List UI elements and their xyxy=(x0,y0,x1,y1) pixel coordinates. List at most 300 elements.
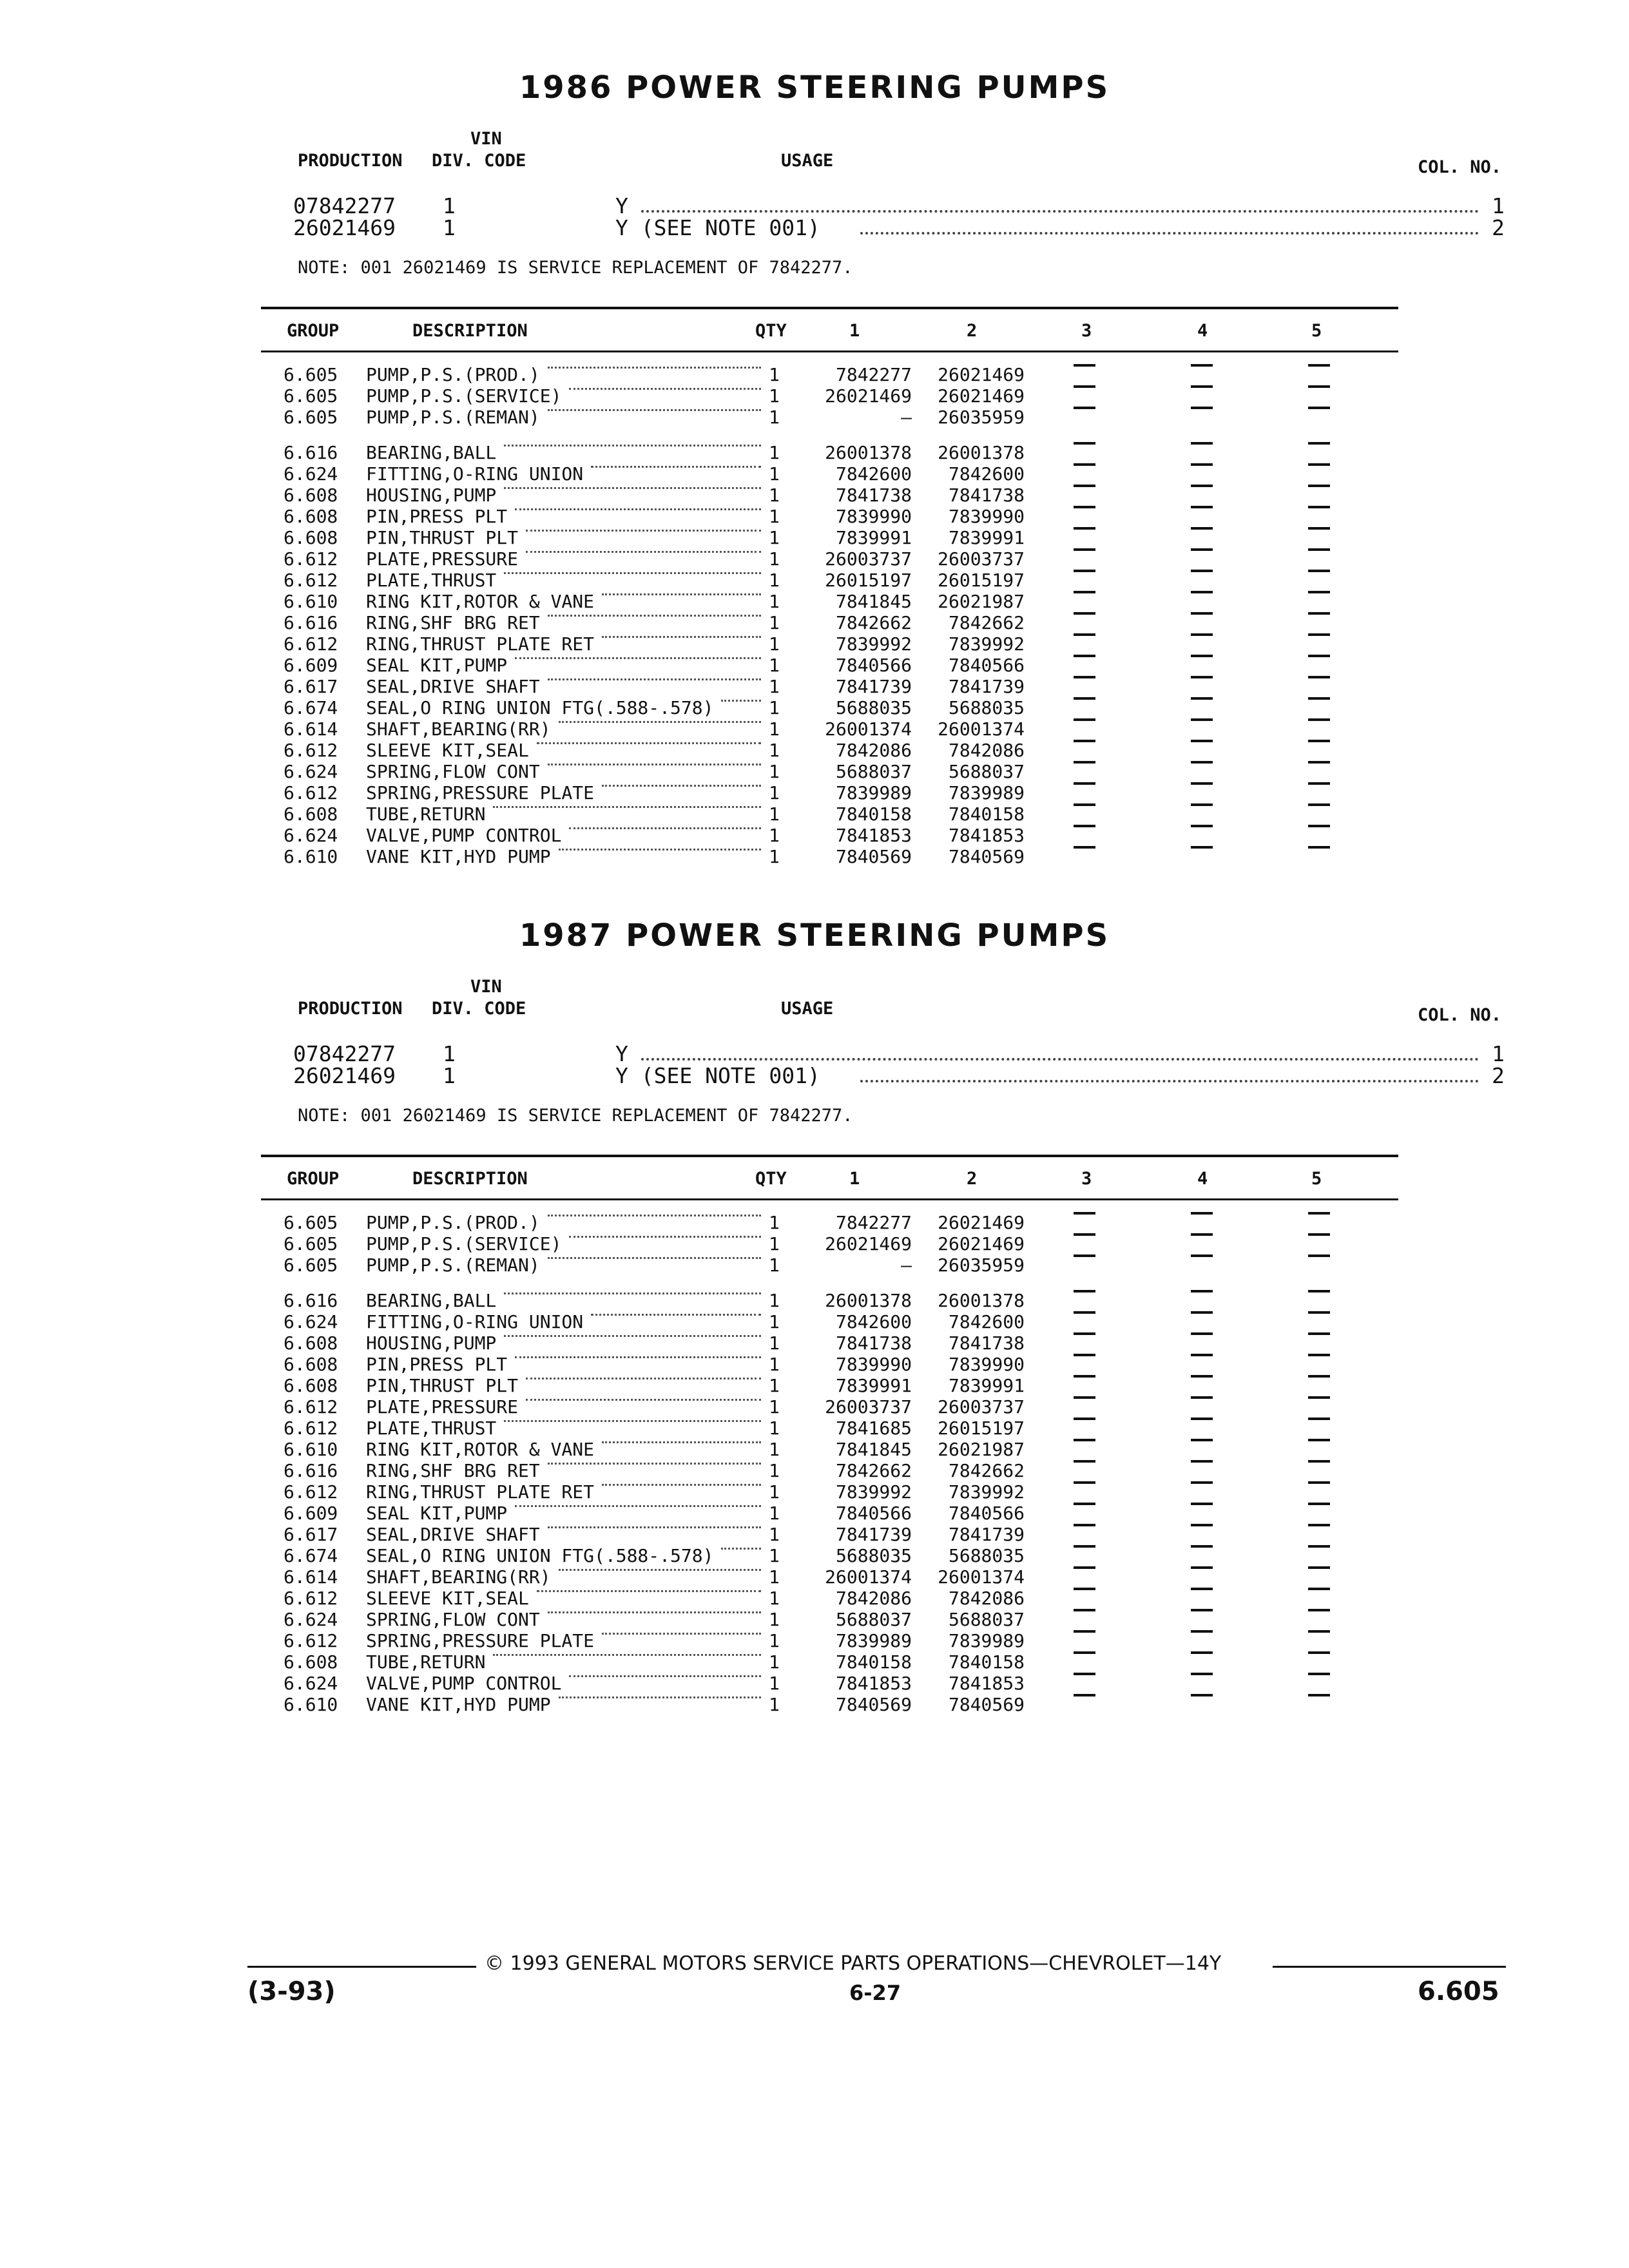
part-leader xyxy=(559,1566,761,1571)
part-col-5-dash xyxy=(1308,1524,1330,1526)
part-description: PIN,THRUST PLT xyxy=(366,1375,519,1396)
part-col-1: 7842277 xyxy=(835,364,912,385)
part-col-4-dash xyxy=(1191,1233,1213,1236)
part-group: 6.610 xyxy=(284,591,338,612)
usage-production: 07842277 xyxy=(293,1041,396,1066)
note-text: NOTE: 001 26021469 IS SERVICE REPLACEMENT OF 7842277. xyxy=(298,258,853,278)
part-group: 6.610 xyxy=(284,846,338,867)
usage-production: 26021469 xyxy=(293,215,396,240)
part-col-2: 7840566 xyxy=(948,1503,1025,1524)
part-col-5-dash xyxy=(1308,485,1330,487)
part-col-3-dash xyxy=(1074,1354,1095,1356)
part-col-1: 7839990 xyxy=(835,1354,912,1375)
part-col-4-dash xyxy=(1191,1332,1213,1335)
part-col-5-dash xyxy=(1308,1588,1330,1590)
usage-row xyxy=(293,1041,1505,1064)
part-qty: 1 xyxy=(769,527,780,548)
table-row xyxy=(0,655,1629,676)
col-header-5: 5 xyxy=(1311,321,1322,341)
part-group: 6.610 xyxy=(284,1439,338,1460)
part-col-3-dash xyxy=(1074,676,1095,678)
part-col-2: 26035959 xyxy=(938,407,1025,428)
part-leader xyxy=(548,1524,761,1528)
part-col-5-dash xyxy=(1308,1290,1330,1293)
table-row xyxy=(0,1481,1629,1503)
table-row xyxy=(0,803,1629,825)
part-col-3-dash xyxy=(1074,1254,1095,1257)
part-qty: 1 xyxy=(769,1354,780,1375)
part-qty: 1 xyxy=(769,1545,780,1566)
part-col-3-dash xyxy=(1074,1566,1095,1569)
part-col-1: 7842600 xyxy=(835,463,912,485)
part-col-4-dash xyxy=(1191,1545,1213,1548)
part-col-5-dash xyxy=(1308,761,1330,764)
part-col-5-dash xyxy=(1308,740,1330,742)
col-header-3: 3 xyxy=(1081,1169,1092,1189)
part-col-2: 7841853 xyxy=(948,825,1025,846)
part-leader xyxy=(504,570,761,574)
part-leader xyxy=(515,506,761,510)
part-qty: 1 xyxy=(769,740,780,761)
part-col-5-dash xyxy=(1308,1212,1330,1215)
part-description: SEAL,DRIVE SHAFT xyxy=(366,676,540,697)
part-col-5-dash xyxy=(1308,591,1330,593)
part-col-3-dash xyxy=(1074,1694,1095,1696)
usage-col: 2 xyxy=(1492,1063,1505,1088)
part-col-5-dash xyxy=(1308,1233,1330,1236)
part-qty: 1 xyxy=(769,1396,780,1418)
part-group: 6.624 xyxy=(284,463,338,485)
part-description: HOUSING,PUMP xyxy=(366,485,497,506)
usage-div: 1 xyxy=(443,193,456,218)
part-group: 6.624 xyxy=(284,761,338,782)
part-col-3-dash xyxy=(1074,1396,1095,1399)
part-col-1: 7841845 xyxy=(835,591,912,612)
part-col-2: 7841738 xyxy=(948,1332,1025,1354)
part-qty: 1 xyxy=(769,846,780,867)
parts-table xyxy=(0,1212,1629,1715)
col-header-2: 2 xyxy=(967,321,978,341)
part-qty: 1 xyxy=(769,1609,780,1630)
part-description: BEARING,BALL xyxy=(366,442,497,463)
part-group: 6.609 xyxy=(284,655,338,676)
part-col-1: 7841739 xyxy=(835,1524,912,1545)
part-col-3-dash xyxy=(1074,1609,1095,1611)
part-col-3-dash xyxy=(1074,1332,1095,1335)
part-description: SEAL,O RING UNION FTG(.588-.578) xyxy=(366,1545,714,1566)
part-leader xyxy=(493,1651,761,1656)
usage-leader xyxy=(641,1054,1479,1061)
part-qty: 1 xyxy=(769,1630,780,1651)
part-col-3-dash xyxy=(1074,633,1095,636)
part-col-4-dash xyxy=(1191,676,1213,678)
part-col-5-dash xyxy=(1308,1481,1330,1484)
part-leader xyxy=(526,527,761,532)
table-header-rule xyxy=(261,351,1398,352)
part-qty: 1 xyxy=(769,1588,780,1609)
usage-leader xyxy=(641,206,1479,213)
part-col-5-dash xyxy=(1308,1673,1330,1675)
part-col-3-dash xyxy=(1074,1651,1095,1654)
part-col-4-dash xyxy=(1191,485,1213,487)
part-col-1: — xyxy=(901,407,912,428)
part-col-4-dash xyxy=(1191,655,1213,657)
part-group: 6.617 xyxy=(284,676,338,697)
part-description: SPRING,FLOW CONT xyxy=(366,761,540,782)
part-description: RING,SHF BRG RET xyxy=(366,1460,540,1481)
part-col-2: 7840158 xyxy=(948,1651,1025,1673)
part-qty: 1 xyxy=(769,506,780,527)
col-no-header: COL. NO. xyxy=(1418,1005,1502,1025)
part-col-2: 26021987 xyxy=(938,1439,1025,1460)
part-col-2: 7839989 xyxy=(948,1630,1025,1651)
part-col-5-dash xyxy=(1308,655,1330,657)
table-row xyxy=(0,1630,1629,1651)
part-qty: 1 xyxy=(769,1233,780,1254)
part-leader xyxy=(721,697,761,702)
part-col-1: 7840158 xyxy=(835,803,912,825)
usage-header: USAGE xyxy=(781,999,834,1019)
table-header-rule xyxy=(261,1198,1398,1200)
part-description: FITTING,O-RING UNION xyxy=(366,1311,584,1332)
part-group: 6.608 xyxy=(284,1332,338,1354)
part-col-2: 7840569 xyxy=(948,846,1025,867)
part-col-4-dash xyxy=(1191,1609,1213,1611)
part-group: 6.624 xyxy=(284,1673,338,1694)
part-col-1: 7839991 xyxy=(835,1375,912,1396)
part-description: SHAFT,BEARING(RR) xyxy=(366,718,551,740)
part-group: 6.605 xyxy=(284,385,338,407)
part-col-3-dash xyxy=(1074,1588,1095,1590)
part-col-4-dash xyxy=(1191,1481,1213,1484)
part-group: 6.614 xyxy=(284,1566,338,1588)
usage-col: 1 xyxy=(1492,1041,1505,1066)
table-row xyxy=(0,1694,1629,1715)
col-header-2: 2 xyxy=(967,1169,978,1189)
part-col-5-dash xyxy=(1308,1460,1330,1463)
usage-row xyxy=(293,1063,1505,1086)
part-col-2: 5688035 xyxy=(948,697,1025,718)
part-description: SHAFT,BEARING(RR) xyxy=(366,1566,551,1588)
part-qty: 1 xyxy=(769,385,780,407)
part-group: 6.674 xyxy=(284,697,338,718)
part-leader xyxy=(548,407,761,411)
usage-text: Y xyxy=(615,193,628,218)
part-description: PUMP,P.S.(SERVICE) xyxy=(366,1233,562,1254)
table-row xyxy=(0,1212,1629,1233)
table-row xyxy=(0,782,1629,803)
col-header-qty: QTY xyxy=(755,1169,787,1189)
part-description: SEAL KIT,PUMP xyxy=(366,655,508,676)
part-col-1: 26001378 xyxy=(825,442,912,463)
part-leader xyxy=(602,782,761,787)
part-group: 6.616 xyxy=(284,612,338,633)
part-col-5-dash xyxy=(1308,803,1330,806)
part-col-4-dash xyxy=(1191,570,1213,572)
table-row xyxy=(0,1290,1629,1311)
usage-row xyxy=(293,193,1505,216)
part-col-2: 26001374 xyxy=(938,718,1025,740)
part-group: 6.616 xyxy=(284,1290,338,1311)
footer-page-number: 6-27 xyxy=(849,1981,901,2005)
part-description: TUBE,RETURN xyxy=(366,1651,486,1673)
part-leader xyxy=(569,825,761,829)
part-col-3-dash xyxy=(1074,1212,1095,1215)
part-col-4-dash xyxy=(1191,612,1213,615)
part-qty: 1 xyxy=(769,407,780,428)
part-col-4-dash xyxy=(1191,1290,1213,1293)
part-col-1: 7841739 xyxy=(835,676,912,697)
table-row xyxy=(0,1609,1629,1630)
part-leader xyxy=(515,1503,761,1507)
part-group: 6.624 xyxy=(284,825,338,846)
part-description: SPRING,PRESSURE PLATE xyxy=(366,782,595,803)
usage-text: Y (SEE NOTE 001) xyxy=(615,215,820,240)
part-col-2: 26021469 xyxy=(938,364,1025,385)
part-col-5-dash xyxy=(1308,1254,1330,1257)
part-leader xyxy=(504,1332,761,1337)
part-col-5-dash xyxy=(1308,1332,1330,1335)
part-leader xyxy=(537,740,761,744)
table-row xyxy=(0,527,1629,548)
part-col-3-dash xyxy=(1074,1418,1095,1420)
part-qty: 1 xyxy=(769,1481,780,1503)
part-col-5-dash xyxy=(1308,1651,1330,1654)
table-row xyxy=(0,740,1629,761)
part-description: VALVE,PUMP CONTROL xyxy=(366,1673,562,1694)
part-col-1: 7841738 xyxy=(835,485,912,506)
part-qty: 1 xyxy=(769,442,780,463)
part-col-1: 7839991 xyxy=(835,527,912,548)
part-group: 6.614 xyxy=(284,718,338,740)
part-col-5-dash xyxy=(1308,825,1330,827)
table-row xyxy=(0,1311,1629,1332)
part-col-3-dash xyxy=(1074,825,1095,827)
vin-header: VIN xyxy=(470,129,502,149)
part-leader xyxy=(602,633,761,638)
part-leader xyxy=(602,1481,761,1486)
part-col-2: 7839992 xyxy=(948,633,1025,655)
part-qty: 1 xyxy=(769,364,780,385)
part-col-2: 7841739 xyxy=(948,1524,1025,1545)
table-row xyxy=(0,1254,1629,1276)
part-leader xyxy=(537,1588,761,1592)
part-group: 6.608 xyxy=(284,1375,338,1396)
part-group: 6.624 xyxy=(284,1311,338,1332)
part-group: 6.609 xyxy=(284,1503,338,1524)
row-spacer xyxy=(0,428,1629,442)
part-group: 6.612 xyxy=(284,1396,338,1418)
part-col-4-dash xyxy=(1191,1418,1213,1420)
part-col-2: 7842086 xyxy=(948,1588,1025,1609)
part-col-4-dash xyxy=(1191,1651,1213,1654)
part-description: BEARING,BALL xyxy=(366,1290,497,1311)
part-description: PUMP,P.S.(PROD.) xyxy=(366,1212,540,1233)
part-col-1: 26001374 xyxy=(825,718,912,740)
part-col-3-dash xyxy=(1074,1545,1095,1548)
part-col-4-dash xyxy=(1191,1354,1213,1356)
part-col-4-dash xyxy=(1191,697,1213,700)
part-group: 6.617 xyxy=(284,1524,338,1545)
part-col-3-dash xyxy=(1074,1460,1095,1463)
part-col-2: 7841739 xyxy=(948,676,1025,697)
col-header-qty: QTY xyxy=(755,321,787,341)
production-header: PRODUCTION xyxy=(298,151,403,171)
part-qty: 1 xyxy=(769,1503,780,1524)
part-col-3-dash xyxy=(1074,718,1095,721)
part-qty: 1 xyxy=(769,1418,780,1439)
footer-rule-left xyxy=(247,1966,476,1968)
part-col-5-dash xyxy=(1308,697,1330,700)
part-description: VANE KIT,HYD PUMP xyxy=(366,846,551,867)
table-row xyxy=(0,1545,1629,1566)
part-col-5-dash xyxy=(1308,385,1330,388)
part-description: HOUSING,PUMP xyxy=(366,1332,497,1354)
table-row xyxy=(0,385,1629,407)
section-1987 xyxy=(0,848,1629,1715)
part-group: 6.608 xyxy=(284,506,338,527)
part-col-1: 7840569 xyxy=(835,1694,912,1715)
table-row xyxy=(0,548,1629,570)
part-description: RING,SHF BRG RET xyxy=(366,612,540,633)
part-qty: 1 xyxy=(769,1651,780,1673)
part-col-5-dash xyxy=(1308,1503,1330,1505)
part-qty: 1 xyxy=(769,548,780,570)
part-col-3-dash xyxy=(1074,1375,1095,1378)
table-row xyxy=(0,1396,1629,1418)
part-col-2: 26035959 xyxy=(938,1254,1025,1276)
part-qty: 1 xyxy=(769,463,780,485)
table-top-rule xyxy=(261,1155,1398,1157)
part-description: PUMP,P.S.(REMAN) xyxy=(366,1254,540,1276)
part-qty: 1 xyxy=(769,1332,780,1354)
part-col-2: 7840158 xyxy=(948,803,1025,825)
part-col-1: 26003737 xyxy=(825,1396,912,1418)
part-col-2: 26015197 xyxy=(938,570,1025,591)
table-row xyxy=(0,407,1629,428)
part-col-1: 7842600 xyxy=(835,1311,912,1332)
part-qty: 1 xyxy=(769,1439,780,1460)
table-row xyxy=(0,1375,1629,1396)
table-row xyxy=(0,676,1629,697)
part-group: 6.624 xyxy=(284,1609,338,1630)
table-row xyxy=(0,570,1629,591)
part-col-1: 5688037 xyxy=(835,1609,912,1630)
part-col-2: 7839991 xyxy=(948,1375,1025,1396)
footer-section-number: 6.605 xyxy=(1418,1977,1499,2006)
part-col-2: 26001378 xyxy=(938,442,1025,463)
part-leader xyxy=(526,1375,761,1379)
part-leader xyxy=(548,761,761,765)
part-col-1: 7842086 xyxy=(835,740,912,761)
table-row xyxy=(0,1673,1629,1694)
part-col-1: 26021469 xyxy=(825,1233,912,1254)
part-col-4-dash xyxy=(1191,1630,1213,1633)
part-col-3-dash xyxy=(1074,1630,1095,1633)
part-leader xyxy=(504,1290,761,1294)
part-col-4-dash xyxy=(1191,506,1213,508)
part-col-4-dash xyxy=(1191,1311,1213,1314)
part-col-2: 5688035 xyxy=(948,1545,1025,1566)
part-qty: 1 xyxy=(769,1694,780,1715)
part-group: 6.608 xyxy=(284,527,338,548)
part-col-5-dash xyxy=(1308,1694,1330,1696)
part-qty: 1 xyxy=(769,633,780,655)
part-col-1: 7842662 xyxy=(835,612,912,633)
part-col-5-dash xyxy=(1308,1630,1330,1633)
usage-production: 26021469 xyxy=(293,1063,396,1088)
part-description: PLATE,THRUST xyxy=(366,1418,497,1439)
part-description: SPRING,PRESSURE PLATE xyxy=(366,1630,595,1651)
part-col-5-dash xyxy=(1308,1439,1330,1441)
part-group: 6.608 xyxy=(284,1354,338,1375)
part-col-1: 5688035 xyxy=(835,697,912,718)
table-row xyxy=(0,1439,1629,1460)
table-row xyxy=(0,485,1629,506)
part-group: 6.674 xyxy=(284,1545,338,1566)
part-col-2: 26021469 xyxy=(938,1233,1025,1254)
part-col-5-dash xyxy=(1308,782,1330,785)
part-group: 6.612 xyxy=(284,1418,338,1439)
part-group: 6.612 xyxy=(284,548,338,570)
part-qty: 1 xyxy=(769,1290,780,1311)
part-col-3-dash xyxy=(1074,548,1095,551)
part-col-2: 7839990 xyxy=(948,506,1025,527)
part-col-3-dash xyxy=(1074,385,1095,388)
usage-text: Y (SEE NOTE 001) xyxy=(615,1063,820,1088)
table-row xyxy=(0,364,1629,385)
part-col-2: 7842600 xyxy=(948,463,1025,485)
part-leader xyxy=(559,1694,761,1698)
div-code-header: DIV. CODE xyxy=(432,999,526,1019)
part-col-3-dash xyxy=(1074,527,1095,530)
part-group: 6.608 xyxy=(284,1651,338,1673)
part-col-4-dash xyxy=(1191,407,1213,409)
part-qty: 1 xyxy=(769,1566,780,1588)
part-col-5-dash xyxy=(1308,1566,1330,1569)
part-description: PUMP,P.S.(SERVICE) xyxy=(366,385,562,407)
part-group: 6.605 xyxy=(284,364,338,385)
part-col-1: 26001374 xyxy=(825,1566,912,1588)
part-leader xyxy=(548,1460,761,1465)
vin-header: VIN xyxy=(470,977,502,997)
part-leader xyxy=(548,1609,761,1613)
part-col-2: 7842600 xyxy=(948,1311,1025,1332)
usage-div: 1 xyxy=(443,1041,456,1066)
part-col-4-dash xyxy=(1191,1439,1213,1441)
part-col-3-dash xyxy=(1074,1673,1095,1675)
part-col-3-dash xyxy=(1074,1481,1095,1484)
part-col-2: 7842662 xyxy=(948,1460,1025,1481)
part-leader xyxy=(559,718,761,723)
part-col-3-dash xyxy=(1074,364,1095,367)
table-row xyxy=(0,633,1629,655)
part-col-4-dash xyxy=(1191,633,1213,636)
part-col-1: 7840569 xyxy=(835,846,912,867)
usage-col: 2 xyxy=(1492,215,1505,240)
part-qty: 1 xyxy=(769,1254,780,1276)
part-col-4-dash xyxy=(1191,1254,1213,1257)
part-col-1: 26021469 xyxy=(825,385,912,407)
part-leader xyxy=(591,463,761,468)
part-description: PLATE,PRESSURE xyxy=(366,548,519,570)
part-qty: 1 xyxy=(769,803,780,825)
part-leader xyxy=(504,1418,761,1422)
part-col-3-dash xyxy=(1074,591,1095,593)
div-code-header: DIV. CODE xyxy=(432,151,526,171)
part-col-2: 7841853 xyxy=(948,1673,1025,1694)
part-col-2: 7840569 xyxy=(948,1694,1025,1715)
